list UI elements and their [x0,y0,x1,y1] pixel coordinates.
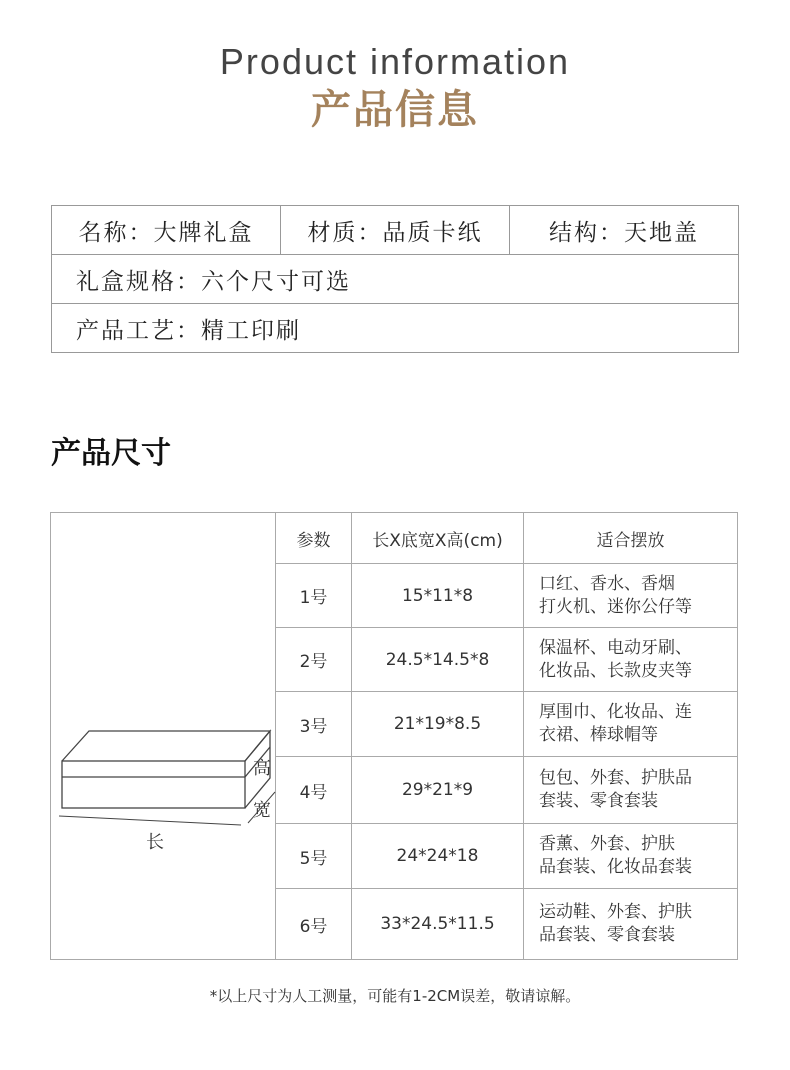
info-structure: 结构：天地盖 [510,206,739,255]
size-table [50,512,738,960]
usage-line: 品套装、化妆品套装 [539,857,692,877]
size-usage [524,824,738,889]
width-label: 宽 [253,800,271,821]
info-material: 材质：品质卡纸 [281,206,510,255]
size-number: 6号 [276,889,352,960]
size-dimensions: 29*21*9 [352,757,524,824]
usage-line: 品套装、零食套装 [539,925,675,945]
size-dimensions: 21*19*8.5 [352,692,524,757]
usage-line: 保温杯、电动牙刷、 [539,637,692,658]
measurement-note: *以上尺寸为人工测量，可能有1-2CM误差，敬请谅解。 [209,987,581,1005]
usage-line: 衣裙、棒球帽等 [539,725,658,745]
section-title-sizes: 产品尺寸 [51,436,171,471]
usage-line: 套装、零食套装 [539,791,658,811]
header-usage: 适合摆放 [524,513,738,564]
size-usage [524,757,738,824]
title-english: Product information [219,41,571,82]
usage-line: 口红、香水、香烟 [539,573,675,594]
product-info-table [51,205,739,353]
title-chinese: 产品信息 [311,87,479,133]
box-diagram [51,513,276,961]
size-dimensions: 15*11*8 [352,564,524,628]
height-label: 高 [253,758,271,779]
size-number: 2号 [276,628,352,692]
size-number: 1号 [276,564,352,628]
usage-line: 厚围巾、化妆品、连 [539,702,692,722]
usage-line: 打火机、迷你公仔等 [539,596,692,617]
header-param: 参数 [276,513,352,564]
box-diagram-cell [51,513,276,960]
info-name: 名称：大牌礼盒 [52,206,281,255]
info-spec: 礼盒规格：六个尺寸可选 [52,255,739,304]
size-dimensions: 33*24.5*11.5 [352,889,524,960]
size-dimensions: 24.5*14.5*8 [352,628,524,692]
size-dimensions: 24*24*18 [352,824,524,889]
size-usage [524,564,738,628]
size-usage [524,889,738,960]
length-label: 长 [146,832,164,853]
usage-line: 化妆品、长款皮夹等 [539,660,692,681]
info-craft: 产品工艺：精工印刷 [52,304,739,353]
size-usage [524,628,738,692]
usage-line: 香薰、外套、护肤 [539,834,675,854]
size-number: 4号 [276,757,352,824]
size-usage [524,692,738,757]
usage-line: 运动鞋、外套、护肤 [539,902,692,922]
header-dimensions: 长X底宽X高(cm) [352,513,524,564]
usage-line: 包包、外套、护肤品 [539,768,692,788]
size-number: 3号 [276,692,352,757]
size-number: 5号 [276,824,352,889]
